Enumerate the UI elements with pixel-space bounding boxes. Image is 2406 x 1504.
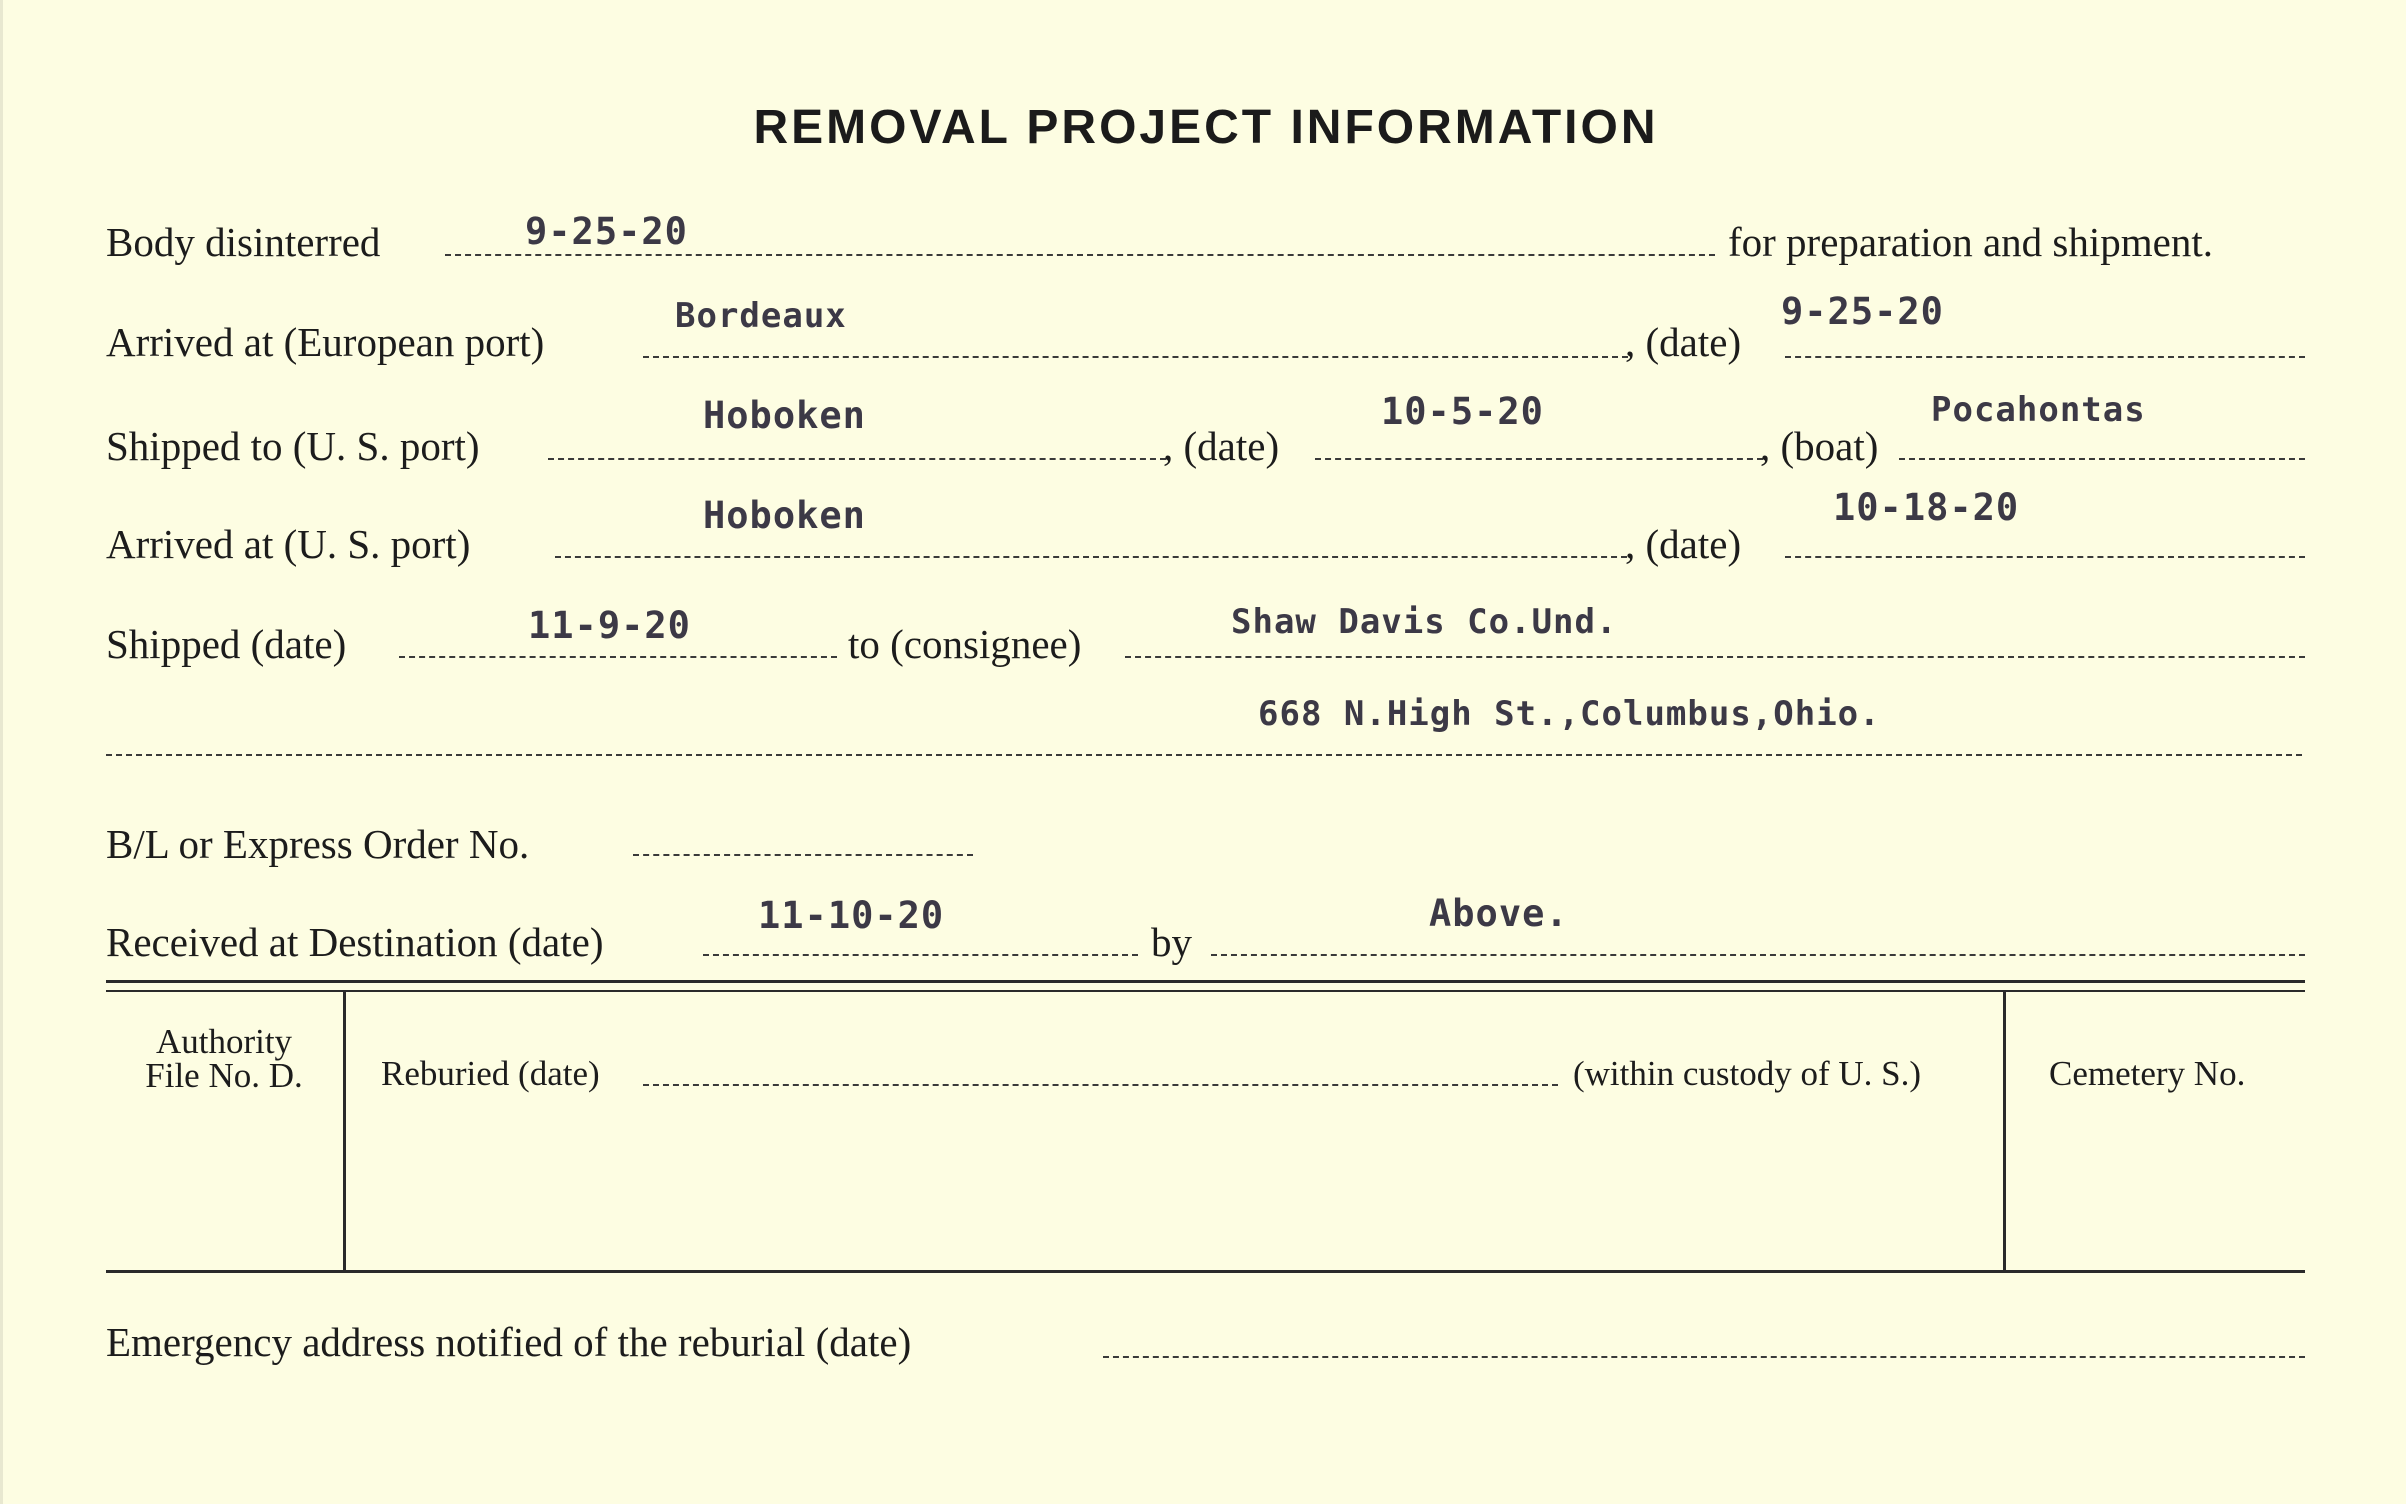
disinterred-date: 9-25-20 (525, 210, 688, 253)
arrived-us-date-label: , (date) (1625, 521, 1742, 567)
shipped-us-label: Shipped to (U. S. port) (106, 423, 480, 469)
shipped-us-boat-line (1899, 458, 2305, 460)
consignee-line (1125, 656, 2305, 658)
authority-label-2: File No. D. (145, 1056, 303, 1095)
euro-port-value: Bordeaux (675, 296, 847, 336)
bl-label: B/L or Express Order No. (106, 821, 530, 867)
arrived-us-date-line (1785, 556, 2305, 558)
emergency-label: Emergency address notified of the reburial (date) (106, 1319, 912, 1365)
shipped-us-date-label: , (date) (1163, 423, 1280, 469)
box-top-rule-1 (106, 980, 2305, 983)
euro-port-label: Arrived at (European port) (106, 319, 545, 365)
box-divider-left (343, 992, 346, 1270)
address-line (106, 754, 2302, 756)
box-divider-right (2003, 992, 2006, 1270)
box-top-rule-2 (106, 990, 2305, 992)
shipped-us-port: Hoboken (703, 394, 866, 437)
shipped-us-boat: Pocahontas (1931, 390, 2146, 430)
shipped-us-date-line (1315, 458, 1763, 460)
authority-label-1: Authority (155, 1022, 293, 1061)
received-by-label: by (1151, 919, 1192, 965)
disinterred-label: Body disinterred (106, 219, 381, 265)
euro-port-date-line (1785, 356, 2305, 358)
reburied-line (643, 1084, 1558, 1086)
custody-label: (within custody of U. S.) (1573, 1054, 1922, 1093)
emergency-line (1103, 1356, 2305, 1358)
shipped-us-line (548, 458, 1166, 460)
euro-port-line (643, 356, 1628, 358)
cemetery-label: Cemetery No. (2049, 1054, 2246, 1093)
shipped-date: 11-9-20 (528, 604, 691, 647)
received-date: 11-10-20 (758, 894, 945, 937)
consignee-name: Shaw Davis Co.Und. (1231, 602, 1618, 642)
received-by: Above. (1429, 892, 1569, 935)
arrived-us-port: Hoboken (703, 494, 866, 537)
received-by-line (1211, 954, 2305, 956)
reburied-label: Reburied (date) (381, 1054, 600, 1093)
consignee-address: 668 N.High St.,Columbus,Ohio. (1258, 694, 1881, 734)
card-title: REMOVAL PROJECT INFORMATION (753, 101, 1659, 154)
consignee-label: to (consignee) (848, 621, 1082, 667)
arrived-us-line (555, 556, 1627, 558)
shipped-us-boat-label: , (boat) (1760, 423, 1879, 469)
euro-port-date: 9-25-20 (1781, 290, 1944, 333)
bl-line (633, 854, 973, 856)
disinterred-line (445, 254, 1715, 256)
shipped-us-date: 10-5-20 (1381, 390, 1544, 433)
disinterred-suffix: for preparation and shipment. (1728, 219, 2214, 265)
shipped-date-line (399, 656, 837, 658)
shipped-label: Shipped (date) (106, 621, 347, 667)
received-date-line (703, 954, 1138, 956)
arrived-us-date: 10-18-20 (1833, 486, 2020, 529)
box-bottom-rule (106, 1270, 2305, 1273)
euro-port-date-label: , (date) (1625, 319, 1742, 365)
received-label: Received at Destination (date) (106, 919, 604, 965)
arrived-us-label: Arrived at (U. S. port) (106, 521, 471, 567)
